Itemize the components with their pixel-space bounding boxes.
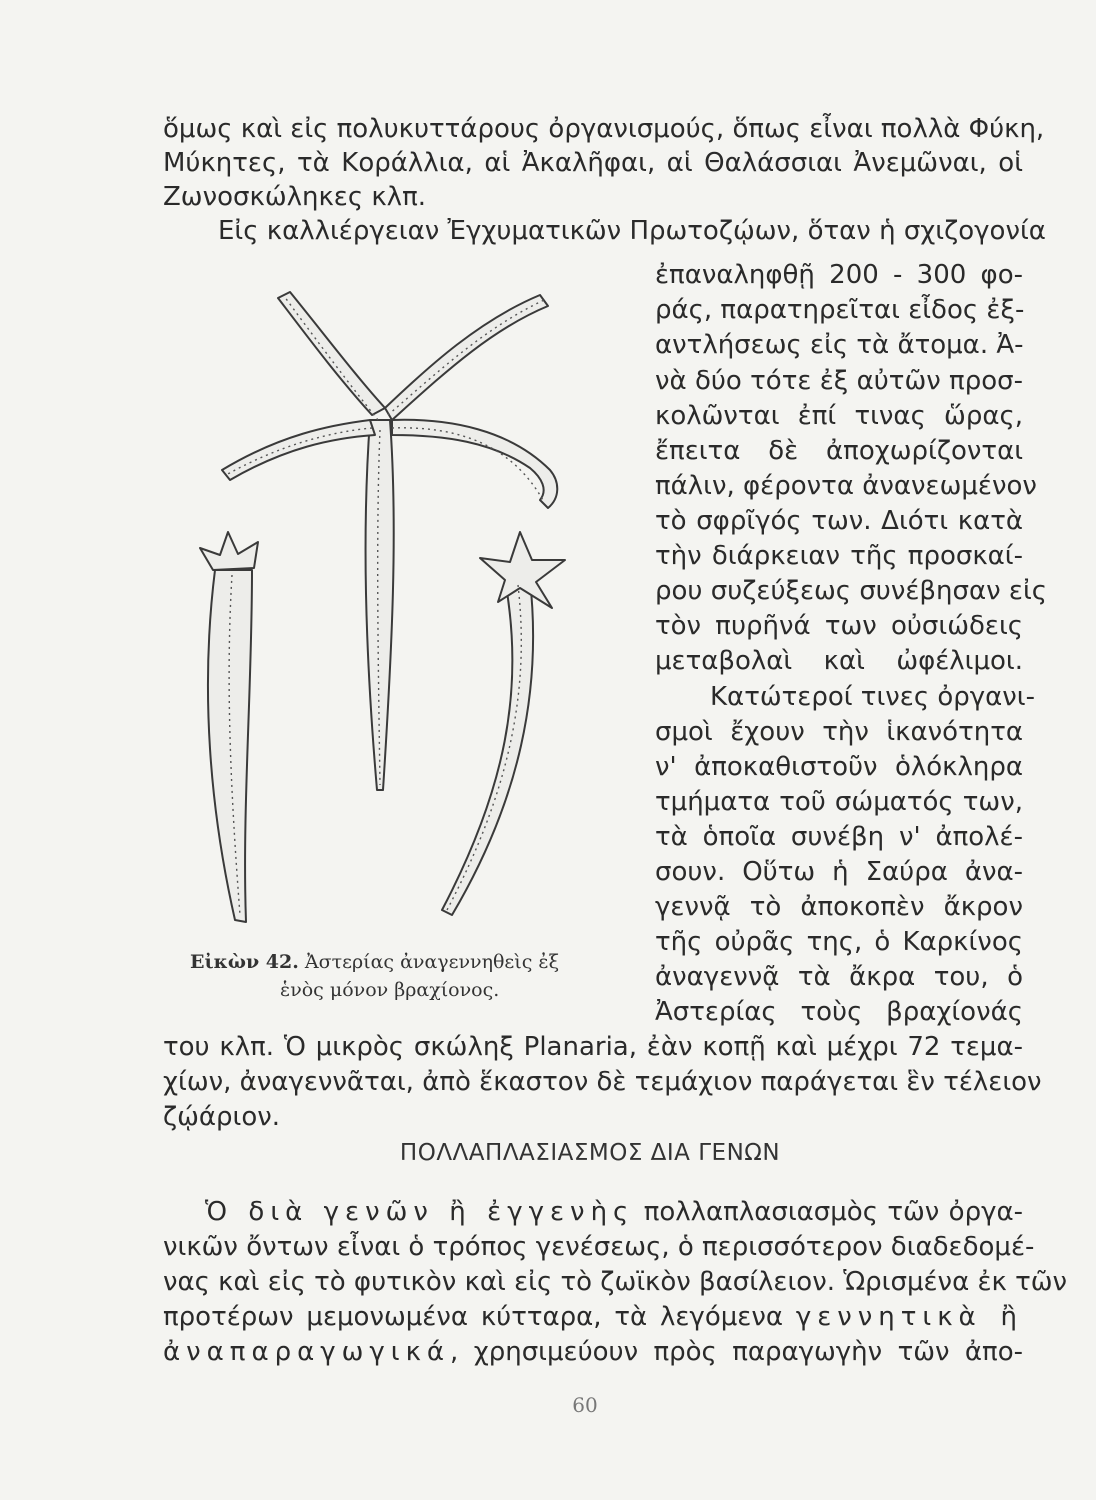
column-line: ν' ἀποκαθιστοῦν ὁλόκληρα [655, 752, 1023, 782]
column-line: Ἀστερίας τοὺς βραχίονάς [655, 997, 1023, 1027]
spaced-term: Ὁ διὰ γενῶν ἢ ἐγγενὴς [205, 1197, 635, 1227]
spaced-term: γεννητικὰ ἢ [795, 1302, 1023, 1332]
starfish-illustration [180, 270, 620, 950]
caption-text: Ἀστερίας ἀναγεννηθεὶς ἐξ [298, 951, 560, 973]
column-line: κολῶνται ἐπί τινας ὥρας, [655, 401, 1023, 431]
text-line: χίων, ἀναγεννᾶται, ἀπὸ ἕκαστον δὲ τεμάχιον παράγεται ἓν τέλειον [163, 1067, 1042, 1097]
text-span: προτέρων μεμονωμένα κύτταρα, τὰ λεγόμενα [163, 1302, 796, 1332]
starfish-left-arm [208, 570, 252, 922]
column-line: ἀναγεννᾷ τὰ ἄκρα του, ὁ [655, 962, 1023, 992]
text-span: , χρησιμεύουν πρὸς παραγωγὴν τῶν ἀπο- [450, 1337, 1023, 1367]
section-heading: ΠΟΛΛΑΠΛΑΣΙΑΣΜΟΣ ΔΙΑ ΓΕΝΩΝ [399, 1140, 781, 1166]
column-line: μεταβολαὶ καὶ ὠφέλιμοι. [655, 646, 1023, 676]
text-line: ὅμως καὶ εἰς πολυκυττάρους ὀργανισμούς, ὅπως εἶναι πολλὰ Φύκη, [163, 114, 1045, 144]
column-line: τὸν πυρῆνά των οὐσιώδεις [655, 611, 1023, 641]
column-line: Κατώτεροί τινες ὀργανι- [710, 682, 1035, 712]
page-number: 60 [572, 1393, 598, 1417]
text-span: πολλαπλασιασμὸς τῶν ὀργα- [634, 1197, 1023, 1227]
column-line: τὸ σφρῖγός των. Διότι κατὰ [655, 506, 1023, 536]
text-line [163, 1335, 1023, 1369]
text-line [163, 1300, 1023, 1334]
column-line: αντλήσεως εἰς τὰ ἄτομα. Ἀ- [655, 330, 1024, 360]
starfish-main-arm-right [392, 420, 557, 508]
column-line: ἐπαναληφθῇ 200 - 300 φο- [655, 260, 1023, 290]
figure-label: Εἰκὼν 42. [190, 951, 299, 973]
column-line: τμήματα τοῦ σώματός των, [655, 787, 1023, 817]
starfish-left-crown [200, 532, 258, 570]
column-line: πάλιν, φέροντα ἀνανεωμένον [655, 471, 1037, 501]
text-line: Μύκητες, τὰ Κοράλλια, αἱ Ἀκαλῆφαι, αἱ Θαλάσσιαι Ἀνεμῶναι, οἱ [163, 148, 1023, 178]
column-line: σμοὶ ἔχουν τὴν ἱκανότητα [655, 717, 1023, 747]
starfish-main-arm-upper-right [385, 295, 548, 420]
caption-text: ἑνὸς μόνον βραχίονος. [280, 979, 500, 1001]
spaced-term: ἀναπαραγωγικά [163, 1337, 451, 1367]
column-line: τὰ ὁποῖα συνέβη ν' ἀπολέ- [655, 822, 1023, 852]
text-line: του κλπ. Ὁ μικρὸς σκώληξ Planaria, ἐὰν κοπῇ καὶ μέχρι 72 τεμα- [163, 1032, 1023, 1062]
starfish-main-arm [366, 420, 394, 790]
text-line [205, 1195, 1023, 1229]
column-line: ἔπειτα δὲ ἀποχωρίζονται [655, 436, 1023, 466]
text-line: νικῶν ὄντων εἶναι ὁ τρόπος γενέσεως, ὁ περισσότερον διαδεδομέ- [163, 1232, 1035, 1262]
column-line: γεννᾷ τὸ ἀποκοπὲν ἄκρον [655, 892, 1023, 922]
starfish-main-arm-left [222, 420, 375, 480]
text-line: Ζωνοσκώληκες κλπ. [163, 182, 426, 212]
paragraph-first-line: Εἰς καλλιέργειαν Ἐγχυματικῶν Πρωτοζῴων, ὅταν ἡ σχιζογονία [218, 216, 1046, 246]
text-line: νας καὶ εἰς τὸ φυτικὸν καὶ εἰς τὸ ζωϊκὸν βασίλειον. Ὡρισμένα ἐκ τῶν [163, 1267, 1068, 1297]
column-line: τῆς οὐρᾶς της, ὁ Καρκίνος [655, 927, 1023, 957]
column-line: ρου συζεύξεως συνέβησαν εἰς [655, 576, 1048, 606]
column-line: ράς, παρατηρεῖται εἶδος ἐξ- [655, 295, 1025, 325]
starfish-right-arm [442, 580, 533, 915]
column-line: σουν. Οὕτω ἡ Σαύρα ἀνα- [655, 857, 1023, 887]
text-line: ζῴάριον. [163, 1102, 281, 1132]
column-line: νὰ δύο τότε ἐξ αὐτῶν προσ- [655, 366, 1023, 396]
figure-caption [190, 948, 610, 1004]
column-line: τὴν διάρκειαν τῆς προσκαί- [655, 541, 1023, 571]
